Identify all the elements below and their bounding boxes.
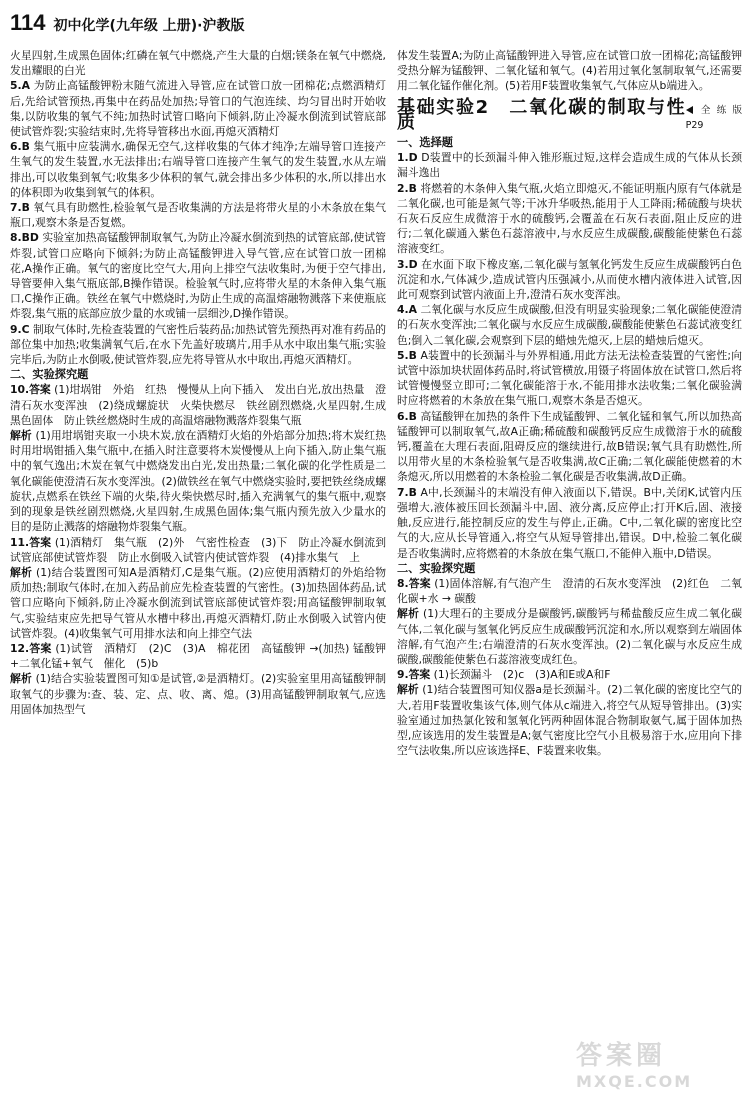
answer-label: 解析 [397, 683, 419, 697]
answer-label: 11.答案 [10, 535, 52, 549]
answer-text: 高锰酸钾在加热的条件下生成锰酸钾、二氧化锰和氧气,所以加热高锰酸钾可以制取氧气,故A正确;稀硫酸和碳酸钙反应生成微溶于水的硫酸钙,覆盖在大理石表面,阻碍反应的继续进行,故B错误;氧气具有助燃性,所以用带火星的木条检验氧气是否收集满,故C正确;二氧化碳能使燃着的木条熄灭,所以用燃着的木条检验二氧化碳是否收集满,故D正确。 [397, 409, 742, 484]
answer-label: 4.A [397, 303, 417, 317]
answer-text: D装置中的长颈漏斗伸入锥形瓶过短,这样会造成生成的气体从长颈漏斗逸出 [397, 151, 742, 180]
practice-reference-text: 全练版 P29 [685, 104, 742, 131]
answer-label: 10.答案 [10, 383, 51, 397]
answer-item [10, 535, 386, 565]
answer-label: 7.B [10, 201, 30, 215]
right-column-answers [397, 135, 742, 758]
answer-label: 8.答案 [397, 576, 431, 590]
answer-item [10, 428, 386, 534]
answer-item [10, 565, 386, 641]
arrow-icon [686, 106, 693, 114]
answer-label: 6.B [10, 140, 30, 154]
answer-item [397, 576, 742, 606]
answer-label: 12.答案 [10, 641, 52, 655]
answer-text: (1)固体溶解,有气泡产生 澄清的石灰水变浑浊 (2)红色 二氧化碳+水 → 碳酸 [397, 576, 742, 606]
answer-text: (1)坩埚钳 外焰 红热 慢慢从上向下插入 发出白光,放出热量 澄清石灰水变浑浊 (2)绕成螺旋状 火柴快燃尽 铁丝剧烈燃烧,火星四射,生成黑色固体 防止铁丝燃烧时生成的高温熔融物溅落炸裂集气瓶 [10, 383, 387, 427]
section-title: 基础实验2 二氧化碳的制取与性质 [397, 96, 686, 133]
answer-item [10, 139, 386, 200]
answer-text: 将燃着的木条伸入集气瓶,火焰立即熄灭,不能证明瓶内原有气体就是二氧化碳,也可能是氮气等;干冰升华吸热,能用于人工降雨;稀硫酸与块状石灰石反应生成微溶于水的硫酸钙,会覆盖在石灰石表面,阻止反应的进行;二氧化碳通入紫色石蕊溶液中,与水反应生成碳酸,碳酸能使紫色石蕊溶液变红。 [397, 181, 742, 256]
answer-text: 集气瓶中应装满水,确保无空气,这样收集的气体才纯净;左端导管口连接产生氧气的发生装置,水无法排出;右端导管口连接产生氧气的发生装置,水从左端排出,可以收集到氧气;收集多少体积的氧气,就会排出多少体积的水,所以排出水的体积即为收集到氧气的体积。 [10, 140, 386, 199]
page-number: 114 [10, 10, 46, 35]
answer-label: 1.D [397, 151, 418, 165]
answer-text: (1)结合装置图可知仪器a是长颈漏斗。(2)二氧化碳的密度比空气的大,若用F装置收集该气体,则气体从c端进入,将空气从短导管排出。(3)实验室通过加热氯化铵和氢氧化钙两种固体混合物制取氨气,属于固体加热型,应该选用的发生装置是A;氨气密度比空气小且极易溶于水,应用向下排空气法收集,所以应该选择E、F装置来收集。 [397, 683, 743, 758]
answer-text: (1)酒精灯 集气瓶 (2)外 气密性检查 (3)下 防止冷凝水倒流到试管底部使试管炸裂 防止水倒吸入试管内使试管炸裂 (4)排水集气 上 [10, 535, 386, 564]
answer-label: 6.B [397, 409, 417, 423]
practice-reference [686, 103, 742, 133]
answer-item [10, 671, 386, 717]
answer-item [397, 302, 742, 348]
book-title: 初中化学(九年级 上册)·沪教版 [53, 18, 245, 34]
answer-item [397, 667, 742, 682]
answer-text: 为防止高锰酸钾粉末随气流进入导管,应在试管口放一团棉花;点燃酒精灯后,先给试管预热,再集中在药品处加热;导管口的气泡连续、均匀冒出时开始收集,以防收集的氧气不纯;加热时试管口略向下倾斜,防止冷凝水倒流到试管底部使试管炸裂;实验结束时,先将导管移出水面,再熄灭酒精灯 [10, 79, 386, 139]
answer-item [397, 257, 742, 303]
answer-item [10, 48, 386, 78]
answer-item [397, 606, 742, 667]
answer-item [397, 409, 742, 485]
section-heading [397, 96, 742, 133]
answer-label: 5.B [397, 348, 417, 362]
answer-text: 在水面下取下橡皮塞,二氧化碳与氢氧化钙发生反应生成碳酸钙白色沉淀和水,气体减少,造成试管内压强减小,从而使水槽内液体进入试管,因此可观察到试管内液面上升,澄清石灰水变浑浊。 [397, 257, 743, 302]
left-column [10, 48, 386, 717]
answer-item [397, 48, 742, 94]
answer-label: 解析 [10, 429, 32, 443]
section-label: 一、选择题 [397, 136, 453, 150]
right-column [397, 48, 742, 758]
answer-text: A中,长颈漏斗的末端没有伸入液面以下,错误。B中,关闭K,试管内压强增大,液体被压回长颈漏斗中,固、液分离,反应停止;打开K后,固、液接触,反应进行,能控制反应的发生与停止,正确。C中,二氧化碳的密度比空气的大,应从长导管通入,将空气从短导管排出,错误。D中,检验二氧化碳是否收集满时,应将燃着的木条放在集气瓶口,不能伸入瓶中,D错误。 [397, 485, 742, 560]
answer-label: 9.答案 [397, 668, 431, 682]
answer-text: (1)结合装置图可知A是酒精灯,C是集气瓶。(2)应使用酒精灯的外焰给物质加热;制取气体时,在加入药品前应先检查装置的气密性。(3)加热固体药品,试管口应略向下倾斜,防止冷凝水倒流到试管底部使试管炸裂;用高锰酸钾制取氧气,实验结束应先把导气管从水槽中移出,再熄灭酒精灯,防止水倒吸入试管内使试管炸裂。(4)收集氧气可用排水法和向上排空气法 [10, 565, 387, 640]
answer-text: (1)结合实验装置图可知①是试管,②是酒精灯。(2)实验室里用高锰酸钾制取氧气的步骤为:查、装、定、点、收、离、熄。(3)用高锰酸钾制取氧气,应选用固体加热型气 [10, 672, 386, 716]
answer-item [10, 382, 386, 428]
answer-label: 解析 [10, 565, 33, 579]
answer-label: 解析 [397, 607, 420, 621]
answer-text: 氧气具有助燃性,检验氧气是否收集满的方法是将带火星的小木条放在集气瓶口,观察木条是否复燃。 [10, 201, 386, 230]
answer-text: (1)试管 酒精灯 (2)C (3)A 棉花团 高锰酸钾 →(加热) 锰酸钾+二氧化锰+氧气 催化 (5)b [10, 641, 386, 671]
answer-text: 体发生装置A;为防止高锰酸钾进入导管,应在试管口放一团棉花;高锰酸钾受热分解为锰酸钾、二氧化锰和氧气。(4)若用过氧化氢制取氧气,还需要用二氧化锰作催化剂。(5)若用F装置收集氧气,气体应从b端进入。 [397, 49, 742, 93]
answer-label: 8.BD [10, 231, 39, 245]
answer-text: 制取气体时,先检查装置的气密性后装药品;加热试管先预热再对准有药品的部位集中加热;收集满氧气后,在水下先盖好玻璃片,用手从水中取出集气瓶;实验完毕后,为防止水倒吸,使试管炸裂,应先将导管从水中取出,再熄灭酒精灯。 [10, 322, 386, 367]
answer-item [397, 348, 742, 409]
answer-item [397, 150, 742, 180]
answer-label: 9.C [10, 322, 30, 336]
answer-label: 3.D [397, 257, 418, 271]
watermark-logo [576, 1035, 736, 1097]
answer-text: A装置中的长颈漏斗与外界相通,用此方法无法检查装置的气密性;向试管中添加块状固体药品时,将试管横放,用镊子将固体放在试管口,然后将试管慢慢竖立即可;二氧化碳能溶于水,不能用排水法收集;二氧化碳验满时应将燃着的木条放在集气瓶口,观察木条是否熄灭。 [397, 348, 742, 408]
answer-item [397, 485, 742, 561]
right-column-continued-answer [397, 48, 742, 94]
answer-text: 二氧化碳与水反应生成碳酸,但没有明显实验现象;二氧化碳能使澄清的石灰水变浑浊;二氧化碳与水反应生成碳酸,碳酸能使紫色石蕊试液变红色;倒入二氧化碳,会观察到下层的蜡烛先熄灭,上层的蜡烛后熄灭。 [397, 303, 742, 347]
answer-label: 2.B [397, 181, 417, 195]
section-label: 二、实验探究题 [10, 368, 89, 382]
answer-item [10, 641, 386, 671]
answer-label: 5.A [10, 79, 30, 93]
section-label: 二、实验探究题 [397, 561, 476, 575]
answer-text: (1)用坩埚钳夹取一小块木炭,放在酒精灯火焰的外焰部分加热;将木炭红热时用坩埚钳插入集气瓶中,在插入时注意要将木炭慢慢从上向下插入,防止集气瓶中的氧气逸出;木炭在氧气中燃烧发出白光,发出热量;二氧化碳的化学性质是二氧化碳能使澄清石灰水变浑浊。(2)做铁丝在氧气中燃烧实验时,要把铁丝绕成螺旋状,点燃系在铁丝下端的火柴,待火柴快燃尽时,插入充满氧气的集气瓶中,观察到的现象是铁丝剧烈燃烧,火星四射,生成黑色固体;集气瓶内预先放入少量水的目的是防止溅落的熔融物炸裂集气瓶。 [10, 429, 387, 534]
answer-item [10, 78, 386, 139]
page-header [10, 10, 245, 38]
watermark-line-1: 答案圈 [576, 1041, 667, 1071]
watermark-line-2: MXQE.COM [576, 1072, 693, 1091]
answer-item [10, 322, 386, 368]
answer-item [397, 181, 742, 257]
answer-item [10, 230, 386, 321]
answer-label: 解析 [10, 672, 32, 686]
answer-item [10, 200, 386, 230]
answer-text: 实验室加热高锰酸钾制取氧气,为防止冷凝水倒流到热的试管底部,使试管炸裂,试管口应略向下倾斜;为防止高锰酸钾进入导气管,应在试管口放一团棉花,A操作正确。氧气的密度比空气大,用向上排空气法收集时,为便于空气排出,导管要伸入集气瓶底部,B操作错误。检验氧气时,应将带火星的木条伸入集气瓶口,C操作正确。铁丝在氧气中燃烧时,为防止生成的高温熔融物溅落下来使瓶底炸裂,集气瓶的底部应放少量的水或铺一层细沙,D操作错误。 [10, 231, 386, 321]
answer-item [397, 682, 742, 758]
answer-text: (1)长颈漏斗 (2)c (3)A和E或A和F [433, 668, 611, 682]
answer-text: 火星四射,生成黑色固体;红磷在氧气中燃烧,产生大量的白烟;镁条在氧气中燃烧,发出耀眼的白光 [10, 49, 386, 78]
answer-text: (1)大理石的主要成分是碳酸钙,碳酸钙与稀盐酸反应生成二氧化碳气体,二氧化碳与氢氧化钙反应生成碳酸钙沉淀和水,所以观察到左端固体溶解,有气泡产生;右端澄清的石灰水变浑浊。(2)二氧化碳与水反应生成碳酸,碳酸能使紫色石蕊溶液变成红色。 [397, 607, 743, 666]
answer-label: 7.B [397, 485, 417, 499]
